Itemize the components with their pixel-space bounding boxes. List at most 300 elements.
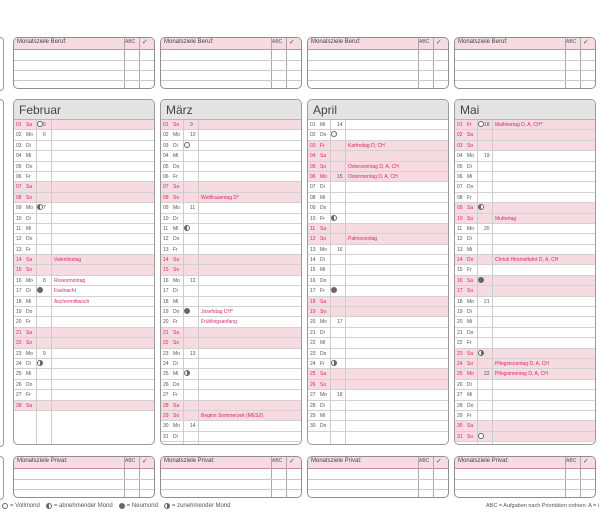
legend-full-moon: = Vollmond — [10, 503, 40, 509]
goal-line[interactable] — [308, 80, 448, 81]
day-row[interactable] — [455, 162, 595, 172]
month-title: März — [161, 100, 301, 120]
day-row[interactable] — [161, 307, 301, 317]
day-row[interactable] — [14, 162, 154, 172]
day-number: 10 — [163, 215, 169, 222]
day-number: 10 — [457, 215, 463, 222]
day-number: 11 — [310, 225, 316, 232]
done-column — [286, 457, 287, 497]
weekday: Mo — [173, 205, 180, 212]
day-row[interactable] — [455, 390, 595, 400]
weekday: Do — [467, 329, 474, 336]
weekday: Di — [26, 142, 31, 149]
day-row[interactable] — [14, 338, 154, 348]
day-row[interactable] — [161, 234, 301, 244]
priority-column — [418, 457, 419, 497]
weekday: Mi — [320, 412, 326, 419]
day-row[interactable] — [455, 255, 595, 265]
goals-header — [161, 38, 301, 50]
day-row[interactable] — [14, 214, 154, 224]
day-row[interactable] — [455, 401, 595, 411]
day-row[interactable] — [455, 338, 595, 348]
weekday: So — [26, 267, 33, 274]
day-number: 15 — [163, 267, 169, 274]
day-row[interactable] — [308, 214, 448, 224]
event-label: Josefstag CH* — [201, 309, 233, 316]
day-row[interactable] — [161, 328, 301, 338]
goals_bottom-goals-box[interactable] — [454, 456, 596, 498]
day-number: 11 — [457, 225, 463, 232]
weekday: Fr — [467, 194, 472, 201]
day-number: 08 — [310, 194, 316, 201]
weekday: Mo — [467, 298, 474, 305]
day-row[interactable] — [308, 151, 448, 161]
event-label: Muttertag — [495, 215, 517, 222]
day-row[interactable] — [308, 317, 448, 327]
goals_top-goals-box[interactable] — [13, 37, 155, 89]
day-row[interactable] — [161, 380, 301, 390]
day-row[interactable] — [308, 328, 448, 338]
weekday: Mo — [173, 277, 180, 284]
day-row[interactable] — [161, 162, 301, 172]
day-row[interactable] — [14, 328, 154, 338]
column-divider — [330, 120, 331, 444]
day-number: 07 — [310, 184, 316, 191]
weekday: Do — [173, 309, 180, 316]
day-row[interactable] — [161, 130, 301, 140]
day-row[interactable] — [14, 349, 154, 359]
weekday: Fr — [173, 246, 178, 253]
goals_bottom-goals-box[interactable] — [13, 456, 155, 498]
day-number: 01 — [163, 122, 169, 128]
weekday: Fr — [26, 319, 31, 326]
weekday: Mo — [320, 173, 327, 180]
goal-line[interactable] — [161, 60, 301, 61]
weekday: Di — [467, 381, 472, 388]
day-row[interactable] — [14, 234, 154, 244]
day-row[interactable] — [14, 359, 154, 369]
weekday: So — [320, 236, 327, 243]
goal-line[interactable] — [308, 489, 448, 490]
goal-line[interactable] — [308, 479, 448, 480]
column-divider — [345, 120, 346, 444]
day-number: 08 — [16, 194, 22, 201]
moon-ab-icon — [184, 225, 190, 231]
day-number: 01 — [457, 122, 463, 128]
waning-moon-icon — [46, 503, 52, 509]
day-row[interactable] — [308, 141, 448, 151]
day-row[interactable] — [14, 307, 154, 317]
day-number: 09 — [310, 205, 316, 212]
moon-neu-icon — [184, 308, 190, 314]
day-row[interactable] — [308, 224, 448, 234]
day-row[interactable] — [308, 162, 448, 172]
weekday: Fr — [320, 360, 325, 367]
weekday: Di — [26, 215, 31, 222]
goal-line[interactable] — [455, 489, 595, 490]
week-number: 16 — [337, 246, 343, 253]
day-row[interactable] — [455, 214, 595, 224]
priority-abc-label: ABC — [419, 458, 430, 464]
day-number: 06 — [16, 173, 22, 180]
day-number: 19 — [16, 309, 22, 316]
moon-voll-icon — [331, 131, 337, 137]
day-row[interactable] — [14, 120, 154, 130]
day-row[interactable] — [308, 411, 448, 421]
day-number: 28 — [310, 402, 316, 409]
day-row[interactable] — [161, 245, 301, 255]
day-row[interactable] — [14, 369, 154, 379]
goal-line[interactable] — [14, 489, 154, 490]
day-number: 26 — [163, 381, 169, 388]
weekday: So — [467, 433, 474, 440]
weekday: Do — [320, 132, 327, 139]
day-number: 15 — [310, 267, 316, 274]
day-row[interactable] — [455, 151, 595, 161]
day-row[interactable] — [161, 120, 301, 130]
weekday: Sa — [320, 153, 327, 160]
day-row[interactable] — [455, 172, 595, 182]
weekday: Sa — [26, 122, 33, 128]
day-number: 12 — [16, 236, 22, 243]
day-row[interactable] — [161, 265, 301, 275]
day-row[interactable] — [161, 214, 301, 224]
weekday: Do — [173, 381, 180, 388]
weekday: Mo — [26, 350, 33, 357]
day-row[interactable] — [455, 359, 595, 369]
day-number: 05 — [310, 163, 316, 170]
day-row[interactable] — [455, 411, 595, 421]
event-label: Rosenmontag — [54, 277, 86, 284]
day-number: 16 — [163, 277, 169, 284]
day-number: 12 — [163, 236, 169, 243]
day-row[interactable] — [308, 380, 448, 390]
weekday: Di — [320, 402, 325, 409]
full-moon-icon — [2, 503, 8, 509]
goals-header — [161, 457, 301, 469]
day-row[interactable] — [161, 421, 301, 431]
weekday: Sa — [467, 132, 474, 139]
day-row[interactable] — [308, 276, 448, 286]
weekday: Di — [173, 215, 178, 222]
goal-line[interactable] — [455, 60, 595, 61]
previous-page-edge — [0, 37, 4, 91]
week-number: 19 — [484, 153, 490, 160]
day-row[interactable] — [455, 141, 595, 151]
weekday: Di — [26, 288, 31, 295]
day-row[interactable] — [14, 401, 154, 411]
day-row[interactable] — [14, 380, 154, 390]
day-row[interactable] — [14, 193, 154, 203]
weekday: Mo — [26, 132, 33, 139]
day-number: 04 — [310, 153, 316, 160]
goal-line[interactable] — [455, 70, 595, 71]
day-row[interactable] — [14, 265, 154, 275]
day-row[interactable] — [308, 172, 448, 182]
day-row[interactable] — [455, 380, 595, 390]
day-number: 02 — [310, 132, 316, 139]
day-number: 13 — [163, 246, 169, 253]
day-row[interactable] — [455, 369, 595, 379]
event-label: Aschermittwoch — [54, 298, 90, 305]
day-row[interactable] — [161, 193, 301, 203]
weekday: So — [320, 381, 327, 388]
weekday: Sa — [320, 371, 327, 378]
goal-line[interactable] — [14, 479, 154, 480]
event-label: Weltfrauentag D* — [201, 194, 239, 201]
goal-line[interactable] — [161, 479, 301, 480]
goals_top-goals-box[interactable] — [307, 37, 449, 89]
day-row[interactable] — [14, 276, 154, 286]
day-row[interactable] — [308, 130, 448, 140]
weekday: Do — [26, 381, 33, 388]
week-number: 22 — [484, 371, 490, 378]
day-number: 15 — [457, 267, 463, 274]
day-number: 11 — [16, 225, 22, 232]
weekday: Sa — [173, 329, 180, 336]
week-number: 18 — [484, 122, 490, 128]
month-2 — [307, 99, 449, 445]
day-row[interactable] — [308, 255, 448, 265]
day-number: 11 — [163, 225, 169, 232]
day-row[interactable] — [14, 151, 154, 161]
day-row[interactable] — [455, 130, 595, 140]
day-row[interactable] — [308, 203, 448, 213]
day-number: 01 — [16, 122, 22, 128]
day-number: 05 — [457, 163, 463, 170]
goals_bottom-goals-box[interactable] — [160, 456, 302, 498]
legend-waning-moon: = abnehmender Mond — [53, 503, 113, 509]
day-row[interactable] — [308, 245, 448, 255]
day-row[interactable] — [455, 193, 595, 203]
goal-line[interactable] — [308, 70, 448, 71]
weekday: Mo — [173, 132, 180, 139]
day-number: 27 — [457, 392, 463, 399]
day-number: 03 — [310, 142, 316, 149]
day-row[interactable] — [14, 317, 154, 327]
day-row[interactable] — [161, 369, 301, 379]
day-row[interactable] — [308, 265, 448, 275]
day-number: 21 — [310, 329, 316, 336]
day-number: 31 — [163, 433, 169, 440]
weekday: Fr — [173, 319, 178, 326]
goal-line[interactable] — [455, 479, 595, 480]
day-row[interactable] — [161, 338, 301, 348]
day-row[interactable] — [14, 130, 154, 140]
day-row[interactable] — [308, 297, 448, 307]
day-row[interactable] — [161, 401, 301, 411]
day-number: 14 — [457, 257, 463, 264]
day-row[interactable] — [455, 224, 595, 234]
day-row[interactable] — [455, 328, 595, 338]
weekday: Do — [320, 423, 327, 430]
day-row[interactable] — [161, 141, 301, 151]
weekday: Di — [26, 360, 31, 367]
day-number: 02 — [16, 132, 22, 139]
goals_top-goals-box[interactable] — [454, 37, 596, 89]
priority-abc-label: ABC — [566, 458, 577, 464]
previous-page-edge — [0, 456, 4, 500]
priority-abc-label: ABC — [125, 458, 136, 464]
day-row[interactable] — [161, 276, 301, 286]
day-row[interactable] — [308, 401, 448, 411]
day-row[interactable] — [161, 182, 301, 192]
day-row[interactable] — [161, 359, 301, 369]
day-number: 26 — [457, 381, 463, 388]
day-row[interactable] — [161, 349, 301, 359]
weekday: Mi — [467, 173, 473, 180]
day-row[interactable] — [455, 307, 595, 317]
weekday: Mo — [320, 392, 327, 399]
priority-column — [271, 457, 272, 497]
month-3 — [454, 99, 596, 445]
day-number: 14 — [16, 257, 22, 264]
day-row[interactable] — [455, 432, 595, 442]
done-column — [139, 457, 140, 497]
week-number: 18 — [337, 392, 343, 399]
day-number: 22 — [16, 340, 22, 347]
goals-title: Monatsziele Beruf: — [17, 39, 67, 45]
day-row[interactable] — [14, 224, 154, 234]
moon-neu-icon — [478, 277, 484, 283]
weekday: Di — [173, 288, 178, 295]
day-row[interactable] — [161, 432, 301, 442]
day-row[interactable] — [455, 297, 595, 307]
goal-line[interactable] — [161, 489, 301, 490]
weekday: Di — [320, 184, 325, 191]
day-row[interactable] — [308, 286, 448, 296]
day-row[interactable] — [14, 141, 154, 151]
day-row[interactable] — [455, 349, 595, 359]
day-row[interactable] — [308, 338, 448, 348]
day-number: 21 — [163, 329, 169, 336]
goal-line[interactable] — [161, 70, 301, 71]
goal-line[interactable] — [14, 70, 154, 71]
month-0 — [13, 99, 155, 445]
day-row[interactable] — [161, 151, 301, 161]
day-number: 23 — [310, 350, 316, 357]
day-row[interactable] — [14, 255, 154, 265]
day-row[interactable] — [14, 286, 154, 296]
day-row[interactable] — [161, 255, 301, 265]
weekday: So — [173, 340, 180, 347]
day-number: 13 — [310, 246, 316, 253]
day-number: 02 — [457, 132, 463, 139]
moon-zu-icon — [478, 350, 484, 356]
day-row[interactable] — [308, 390, 448, 400]
day-row[interactable] — [455, 234, 595, 244]
day-row[interactable] — [161, 203, 301, 213]
day-row[interactable] — [161, 224, 301, 234]
day-row[interactable] — [14, 390, 154, 400]
column-divider — [198, 120, 199, 444]
week-number: 14 — [337, 122, 343, 128]
goal-line[interactable] — [14, 80, 154, 81]
checkmark-icon: ✓ — [436, 39, 442, 46]
day-number: 10 — [16, 215, 22, 222]
day-row[interactable] — [161, 286, 301, 296]
day-number: 22 — [163, 340, 169, 347]
day-number: 03 — [16, 142, 22, 149]
week-number: 20 — [484, 225, 490, 232]
weekday: Sa — [320, 298, 327, 305]
weekday: Mo — [26, 205, 33, 212]
day-row[interactable] — [308, 307, 448, 317]
day-row[interactable] — [308, 421, 448, 431]
day-row[interactable] — [455, 120, 595, 130]
day-number: 06 — [457, 173, 463, 180]
moon-ab-icon — [331, 215, 337, 221]
weekday: Sa — [173, 184, 180, 191]
day-row[interactable] — [14, 182, 154, 192]
day-row[interactable] — [455, 245, 595, 255]
day-number: 21 — [457, 329, 463, 336]
day-row[interactable] — [14, 297, 154, 307]
day-row[interactable] — [308, 120, 448, 130]
day-number: 05 — [163, 163, 169, 170]
day-row[interactable] — [161, 172, 301, 182]
day-row[interactable] — [308, 182, 448, 192]
goal-line[interactable] — [455, 80, 595, 81]
day-row[interactable] — [14, 203, 154, 213]
weekday: Sa — [467, 205, 474, 212]
week-number: 13 — [190, 350, 196, 357]
weekday: Mo — [173, 423, 180, 430]
day-number: 07 — [16, 184, 22, 191]
weekday: Fr — [173, 392, 178, 399]
day-row[interactable] — [455, 286, 595, 296]
day-number: 24 — [16, 360, 22, 367]
goals_bottom-goals-box[interactable] — [307, 456, 449, 498]
goal-line[interactable] — [308, 60, 448, 61]
day-row[interactable] — [161, 411, 301, 421]
day-row[interactable] — [308, 369, 448, 379]
day-row[interactable] — [455, 182, 595, 192]
day-row[interactable] — [455, 203, 595, 213]
weekday: So — [173, 194, 180, 201]
weekday: Di — [467, 236, 472, 243]
day-number: 06 — [163, 173, 169, 180]
day-number: 19 — [457, 309, 463, 316]
column-divider — [51, 120, 52, 444]
goals-title: Monatsziele Privat: — [17, 458, 68, 464]
day-row[interactable] — [161, 317, 301, 327]
day-row[interactable] — [455, 265, 595, 275]
day-row[interactable] — [14, 245, 154, 255]
goals_top-goals-box[interactable] — [160, 37, 302, 89]
day-row[interactable] — [161, 297, 301, 307]
day-row[interactable] — [308, 349, 448, 359]
moon-neu-icon — [37, 287, 43, 293]
goal-line[interactable] — [14, 60, 154, 61]
day-row[interactable] — [455, 276, 595, 286]
goal-line[interactable] — [161, 80, 301, 81]
day-row[interactable] — [161, 390, 301, 400]
day-row[interactable] — [308, 234, 448, 244]
day-row[interactable] — [455, 317, 595, 327]
day-row[interactable] — [455, 421, 595, 431]
day-row[interactable] — [308, 193, 448, 203]
weekday: Do — [467, 257, 474, 264]
day-number: 01 — [310, 122, 316, 128]
day-row[interactable] — [14, 172, 154, 182]
weekday: Fr — [320, 288, 325, 295]
goals-title: Monatsziele Beruf: — [458, 39, 508, 45]
day-row[interactable] — [308, 359, 448, 369]
weekday: So — [173, 412, 180, 419]
goals-header — [455, 457, 595, 469]
priority-note: ABC = Aufgaben nach Prioritäten ordnen: A = i — [486, 503, 600, 509]
